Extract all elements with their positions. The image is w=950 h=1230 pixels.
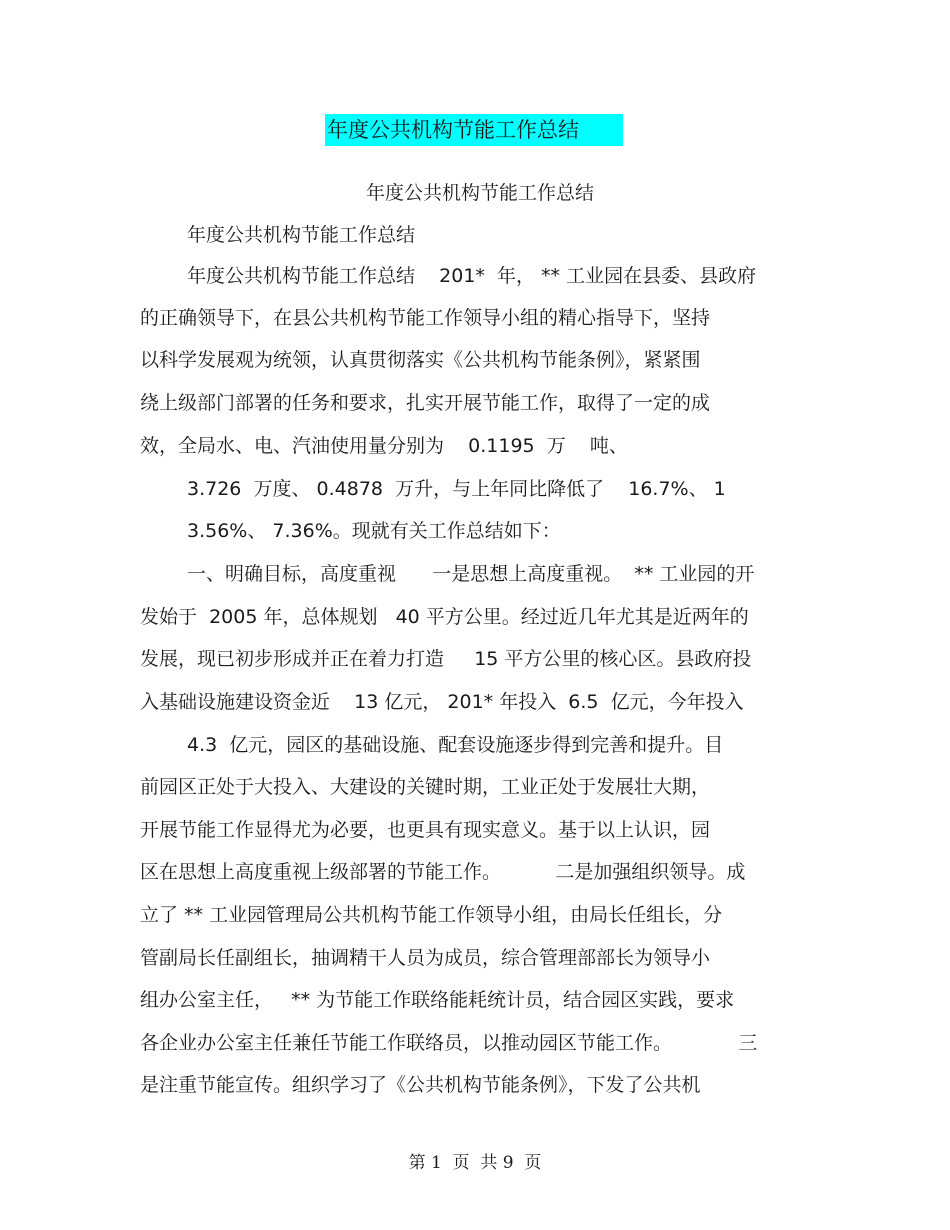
body-line: 年度公共机构节能工作总结 201* 年， ** 工业园在县委、县政府 [187, 265, 757, 287]
body-line: 以科学发展观为统领，认真贯彻落实《公共机构节能条例》，紧紧围 [140, 349, 701, 371]
body-line: 入基础设施建设资金近 13 亿元， 201* 年投入 6.5 亿元，今年投入 [140, 691, 744, 713]
body-line: 管副局长任副组长，抽调精干人员为成员，综合管理部部长为领导小 [140, 947, 711, 969]
body-line: 前园区正处于大投入、大建设的关键时期，工业正处于发展壮大期， [140, 776, 711, 798]
body-line: 开展节能工作显得尤为必要，也更具有现实意义。基于以上认识，园 [140, 819, 711, 841]
body-line: 各企业办公室主任兼任节能工作联络员，以推动园区节能工作。 三 [140, 1032, 758, 1054]
body-line: 立了 ** 工业园管理局公共机构节能工作领导小组，由局长任组长，分 [140, 904, 723, 926]
body-line: 的正确领导下，在县公共机构节能工作领导小组的精心指导下，坚持 [140, 307, 711, 329]
body-line: 年度公共机构节能工作总结 [187, 224, 416, 246]
body-line: 组办公室主任， ** 为节能工作联络能耗统计员，结合园区实践，要求 [140, 989, 735, 1011]
body-line: 区在思想上高度重视上级部署的节能工作。 二是加强组织领导。成 [140, 861, 746, 883]
body-line: 4.3 亿元，园区的基础设施、配套设施逐步得到完善和提升。目 [187, 734, 724, 756]
body-line: 效，全局水、电、汽油使用量分别为 0.1195 万 吨、 [140, 435, 628, 457]
body-line: 是注重节能宣传。组织学习了《公共机构节能条例》，下发了公共机 [140, 1074, 701, 1096]
document-title: 年度公共机构节能工作总结 [327, 118, 579, 142]
body-line: 发展，现已初步形成并正在着力打造 15 平方公里的核心区。县政府投 [140, 648, 752, 670]
body-line: 发始于 2005 年，总体规划 40 平方公里。经过近几年尤其是近两年的 [140, 606, 749, 628]
page-footer: 第 1 页 共 9 页 [408, 1153, 542, 1173]
document-subtitle: 年度公共机构节能工作总结 [365, 182, 594, 204]
body-line: 绕上级部门部署的任务和要求，扎实开展节能工作，取得了一定的成 [140, 392, 711, 414]
body-line: 3.726 万度、 0.4878 万升，与上年同比降低了 16.7%、 1 [187, 478, 726, 500]
body-line: 3.56%、 7.36%。现就有关工作总结如下： [187, 520, 561, 542]
body-line: 一、明确目标，高度重视 一是思想上高度重视。 ** 工业园的开 [187, 563, 755, 585]
